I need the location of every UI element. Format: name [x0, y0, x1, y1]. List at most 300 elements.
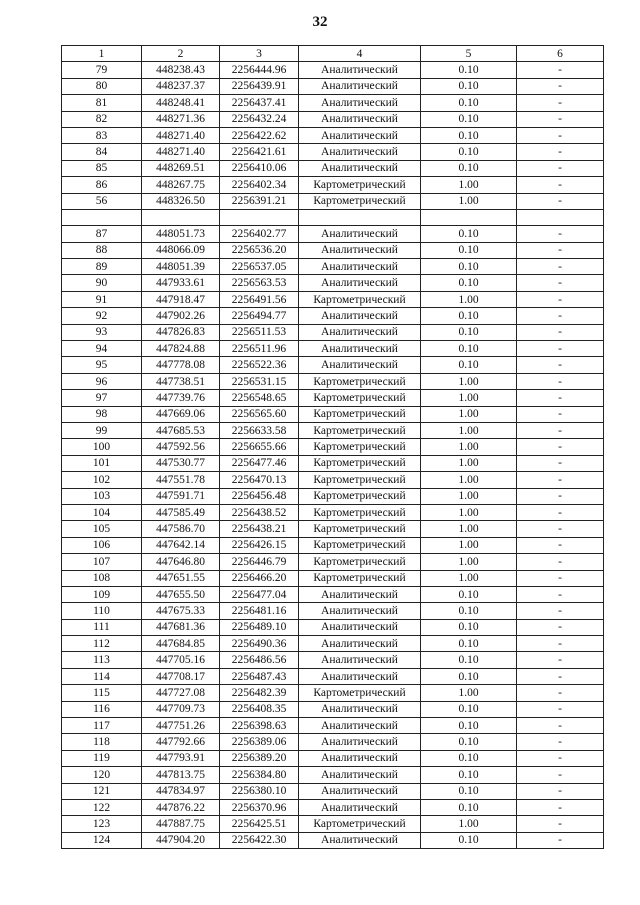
table-cell: -: [517, 62, 604, 78]
table-cell: 2256511.53: [220, 324, 299, 340]
table-cell: Аналитический: [299, 767, 421, 783]
table-row: [62, 324, 604, 340]
table-cell: Аналитический: [299, 160, 421, 176]
table-cell: -: [517, 504, 604, 520]
table-cell: 447739.76: [142, 390, 220, 406]
table-cell: 107: [62, 554, 142, 570]
table-cell: Картометрический: [299, 554, 421, 570]
table-row: [62, 537, 604, 553]
table-cell: Аналитический: [299, 718, 421, 734]
table-cell: 2256438.52: [220, 504, 299, 520]
table-row: [62, 357, 604, 373]
table-cell: 2256537.05: [220, 259, 299, 275]
table-cell: -: [517, 193, 604, 209]
table-row: [62, 734, 604, 750]
table-cell: 448051.73: [142, 226, 220, 242]
table-cell: 447709.73: [142, 701, 220, 717]
table-row: [62, 439, 604, 455]
table-cell: 447585.49: [142, 504, 220, 520]
page-number: 32: [312, 14, 328, 30]
table-cell: Картометрический: [299, 373, 421, 389]
table-cell: 0.10: [421, 783, 517, 799]
table-cell: 447705.16: [142, 652, 220, 668]
table-cell: 447933.61: [142, 275, 220, 291]
table-cell: 88: [62, 242, 142, 258]
table-cell: 1.00: [421, 554, 517, 570]
table-cell: 0.10: [421, 78, 517, 94]
table-cell: -: [517, 521, 604, 537]
table-cell: 0.10: [421, 767, 517, 783]
table-cell: 0.10: [421, 226, 517, 242]
table-row: [62, 636, 604, 652]
table-cell: 447591.71: [142, 488, 220, 504]
table-cell: [517, 209, 604, 225]
table-cell: -: [517, 570, 604, 586]
table-cell: 1.00: [421, 406, 517, 422]
table-cell: Картометрический: [299, 291, 421, 307]
table-cell: Аналитический: [299, 652, 421, 668]
table-cell: 448271.40: [142, 127, 220, 143]
table-cell: 84: [62, 144, 142, 160]
table-cell: 0.10: [421, 652, 517, 668]
table-cell: -: [517, 718, 604, 734]
table-cell: Аналитический: [299, 62, 421, 78]
table-cell: -: [517, 636, 604, 652]
table-cell: -: [517, 308, 604, 324]
table-cell: Аналитический: [299, 275, 421, 291]
table-cell: Аналитический: [299, 127, 421, 143]
table-cell: 115: [62, 685, 142, 701]
table-cell: 447738.51: [142, 373, 220, 389]
table-cell: 1.00: [421, 685, 517, 701]
table-cell: Картометрический: [299, 504, 421, 520]
table-cell: 0.10: [421, 242, 517, 258]
table-row: [62, 226, 604, 242]
table-cell: 105: [62, 521, 142, 537]
table-cell: Картометрический: [299, 406, 421, 422]
table-cell: -: [517, 799, 604, 815]
table-cell: -: [517, 603, 604, 619]
table-cell: Аналитический: [299, 324, 421, 340]
table-cell: 447902.26: [142, 308, 220, 324]
table-cell: Аналитический: [299, 226, 421, 242]
table-row: [62, 95, 604, 111]
table-cell: 447887.75: [142, 816, 220, 832]
table-row: [62, 127, 604, 143]
table-cell: -: [517, 226, 604, 242]
table-cell: Аналитический: [299, 750, 421, 766]
table-cell: 117: [62, 718, 142, 734]
table-cell: 79: [62, 62, 142, 78]
table-cell: [421, 209, 517, 225]
table-row: [62, 242, 604, 258]
table-cell: 92: [62, 308, 142, 324]
table-cell: 2256425.51: [220, 816, 299, 832]
table-cell: 2256531.15: [220, 373, 299, 389]
table-row: [62, 718, 604, 734]
table-cell: 448267.75: [142, 177, 220, 193]
table-cell: 104: [62, 504, 142, 520]
table-cell: -: [517, 95, 604, 111]
table-cell: 0.10: [421, 718, 517, 734]
table-row: [62, 144, 604, 160]
table-cell: 2256655.66: [220, 439, 299, 455]
table-cell: 448066.09: [142, 242, 220, 258]
table-cell: 2256477.04: [220, 586, 299, 602]
table-cell: 0.10: [421, 636, 517, 652]
table-row: [62, 652, 604, 668]
table-cell: Картометрический: [299, 685, 421, 701]
table-cell: Аналитический: [299, 242, 421, 258]
table-cell: 448271.36: [142, 111, 220, 127]
table-cell: 94: [62, 341, 142, 357]
table-cell: Аналитический: [299, 619, 421, 635]
column-header: 1: [62, 46, 142, 62]
table-cell: Картометрический: [299, 439, 421, 455]
table-cell: Картометрический: [299, 570, 421, 586]
table-cell: 2256438.21: [220, 521, 299, 537]
column-header: 4: [299, 46, 421, 62]
table-cell: 89: [62, 259, 142, 275]
table-cell: 2256456.48: [220, 488, 299, 504]
table-cell: 448269.51: [142, 160, 220, 176]
table-cell: 97: [62, 390, 142, 406]
table-cell: 2256391.21: [220, 193, 299, 209]
table-cell: 447685.53: [142, 422, 220, 438]
table-cell: 0.10: [421, 127, 517, 143]
table-cell: 122: [62, 799, 142, 815]
table-cell: 118: [62, 734, 142, 750]
table-cell: 2256536.20: [220, 242, 299, 258]
table-cell: 447904.20: [142, 832, 220, 848]
table-cell: 111: [62, 619, 142, 635]
table-cell: 447586.70: [142, 521, 220, 537]
table-cell: 2256489.10: [220, 619, 299, 635]
table-cell: 0.10: [421, 603, 517, 619]
table-row: [62, 521, 604, 537]
table-cell: 121: [62, 783, 142, 799]
table-row: [62, 62, 604, 78]
table-cell: -: [517, 78, 604, 94]
table-cell: 106: [62, 537, 142, 553]
table-row: [62, 341, 604, 357]
table-cell: 447684.85: [142, 636, 220, 652]
table-row: [62, 308, 604, 324]
table-cell: 0.10: [421, 734, 517, 750]
table-row: [62, 422, 604, 438]
table-cell: 2256432.24: [220, 111, 299, 127]
table-cell: 2256421.61: [220, 144, 299, 160]
table-row: [62, 832, 604, 848]
table-cell: 2256446.79: [220, 554, 299, 570]
table-cell: 2256494.77: [220, 308, 299, 324]
table-cell: Картометрический: [299, 472, 421, 488]
table-row: [62, 816, 604, 832]
table-cell: 108: [62, 570, 142, 586]
table-cell: 90: [62, 275, 142, 291]
table-cell: 99: [62, 422, 142, 438]
table-cell: 447675.33: [142, 603, 220, 619]
table-cell: 2256380.10: [220, 783, 299, 799]
table-cell: -: [517, 275, 604, 291]
table-cell: Картометрический: [299, 521, 421, 537]
table-cell: 2256491.56: [220, 291, 299, 307]
table-cell: 56: [62, 193, 142, 209]
table-cell: -: [517, 767, 604, 783]
table-cell: 86: [62, 177, 142, 193]
table-cell: -: [517, 832, 604, 848]
table-cell: 0.10: [421, 144, 517, 160]
table-cell: 2256444.96: [220, 62, 299, 78]
table-cell: Аналитический: [299, 734, 421, 750]
table-cell: 0.10: [421, 750, 517, 766]
table-cell: 2256466.20: [220, 570, 299, 586]
table-cell: -: [517, 111, 604, 127]
table-cell: 2256482.39: [220, 685, 299, 701]
table-cell: -: [517, 406, 604, 422]
table-row: [62, 750, 604, 766]
table-cell: 1.00: [421, 390, 517, 406]
table-cell: 0.10: [421, 308, 517, 324]
table-cell: 1.00: [421, 521, 517, 537]
table-cell: 2256402.34: [220, 177, 299, 193]
table-cell: 98: [62, 406, 142, 422]
table-cell: Картометрический: [299, 816, 421, 832]
table-cell: 447530.77: [142, 455, 220, 471]
table-cell: 2256426.15: [220, 537, 299, 553]
table-cell: -: [517, 177, 604, 193]
table-cell: 447551.78: [142, 472, 220, 488]
table-cell: Аналитический: [299, 357, 421, 373]
table-cell: 2256511.96: [220, 341, 299, 357]
table-cell: 2256370.96: [220, 799, 299, 815]
table-cell: Картометрический: [299, 488, 421, 504]
table-row: [62, 160, 604, 176]
table-cell: 123: [62, 816, 142, 832]
table-cell: [299, 209, 421, 225]
table-cell: 2256477.46: [220, 455, 299, 471]
table-row: [62, 259, 604, 275]
table-row: [62, 685, 604, 701]
table-row: [62, 668, 604, 684]
table-row: [62, 554, 604, 570]
table-cell: 85: [62, 160, 142, 176]
table-cell: -: [517, 357, 604, 373]
table-row: [62, 799, 604, 815]
table-cell: 1.00: [421, 177, 517, 193]
table-cell: 447876.22: [142, 799, 220, 815]
table-cell: 2256422.30: [220, 832, 299, 848]
table-cell: 447592.56: [142, 439, 220, 455]
table-row: [62, 586, 604, 602]
table-cell: 120: [62, 767, 142, 783]
table-cell: 2256563.53: [220, 275, 299, 291]
column-header: 6: [517, 46, 604, 62]
table-cell: Аналитический: [299, 603, 421, 619]
table-cell: 2256565.60: [220, 406, 299, 422]
table-cell: -: [517, 537, 604, 553]
table-cell: -: [517, 324, 604, 340]
table-row: [62, 603, 604, 619]
table-cell: 448326.50: [142, 193, 220, 209]
table-cell: 1.00: [421, 570, 517, 586]
table-cell: 2256490.36: [220, 636, 299, 652]
column-header: 5: [421, 46, 517, 62]
table-cell: 0.10: [421, 259, 517, 275]
table-cell: 2256422.62: [220, 127, 299, 143]
table-cell: -: [517, 259, 604, 275]
table-cell: -: [517, 439, 604, 455]
table-cell: 2256398.63: [220, 718, 299, 734]
table-cell: 448248.41: [142, 95, 220, 111]
table-cell: -: [517, 619, 604, 635]
table-row: [62, 619, 604, 635]
table-cell: 447681.36: [142, 619, 220, 635]
table-cell: 447813.75: [142, 767, 220, 783]
table-cell: 2256389.06: [220, 734, 299, 750]
table-cell: -: [517, 750, 604, 766]
table-cell: [142, 209, 220, 225]
column-header: 2: [142, 46, 220, 62]
table-cell: 2256389.20: [220, 750, 299, 766]
table-cell: -: [517, 242, 604, 258]
table-cell: -: [517, 783, 604, 799]
table-cell: 100: [62, 439, 142, 455]
table-cell: -: [517, 816, 604, 832]
table-cell: 447824.88: [142, 341, 220, 357]
table-cell: 102: [62, 472, 142, 488]
table-cell: 2256486.56: [220, 652, 299, 668]
table-cell: Картометрический: [299, 390, 421, 406]
table-cell: 447669.06: [142, 406, 220, 422]
table-cell: 80: [62, 78, 142, 94]
table-cell: Картометрический: [299, 455, 421, 471]
table-row: [62, 193, 604, 209]
table-header-row: [62, 46, 604, 62]
table-cell: -: [517, 341, 604, 357]
table-cell: 116: [62, 701, 142, 717]
coordinates-table: [61, 45, 604, 849]
table-row: [62, 78, 604, 94]
table-cell: 447727.08: [142, 685, 220, 701]
table-cell: 119: [62, 750, 142, 766]
table-cell: 447642.14: [142, 537, 220, 553]
table-cell: Аналитический: [299, 636, 421, 652]
table-row: [62, 111, 604, 127]
table-cell: 95: [62, 357, 142, 373]
table-cell: 1.00: [421, 291, 517, 307]
table-cell: 2256522.36: [220, 357, 299, 373]
table-row: [62, 767, 604, 783]
table-cell: 0.10: [421, 586, 517, 602]
table-cell: 447792.66: [142, 734, 220, 750]
table-cell: Аналитический: [299, 799, 421, 815]
table-cell: 103: [62, 488, 142, 504]
table-row: [62, 373, 604, 389]
table-cell: 0.10: [421, 619, 517, 635]
table-cell: 81: [62, 95, 142, 111]
table-body: [62, 62, 604, 849]
table-cell: 2256402.77: [220, 226, 299, 242]
table-cell: 447655.50: [142, 586, 220, 602]
table-cell: -: [517, 685, 604, 701]
table-cell: 87: [62, 226, 142, 242]
table-cell: Аналитический: [299, 111, 421, 127]
table-cell: 447651.55: [142, 570, 220, 586]
table-cell: 96: [62, 373, 142, 389]
table-cell: 0.10: [421, 275, 517, 291]
table-cell: Картометрический: [299, 177, 421, 193]
table-cell: -: [517, 586, 604, 602]
table-cell: -: [517, 652, 604, 668]
table-cell: Аналитический: [299, 783, 421, 799]
table-row: [62, 390, 604, 406]
table-cell: 0.10: [421, 668, 517, 684]
table-cell: 0.10: [421, 701, 517, 717]
table-cell: [220, 209, 299, 225]
table-cell: 0.10: [421, 832, 517, 848]
table-cell: 1.00: [421, 816, 517, 832]
table-cell: 447834.97: [142, 783, 220, 799]
table-cell: -: [517, 488, 604, 504]
table-row: [62, 177, 604, 193]
table-cell: -: [517, 455, 604, 471]
table-cell: 83: [62, 127, 142, 143]
table-cell: Аналитический: [299, 341, 421, 357]
table-cell: 0.10: [421, 324, 517, 340]
column-header: 3: [220, 46, 299, 62]
table-cell: Аналитический: [299, 144, 421, 160]
table-cell: -: [517, 127, 604, 143]
table-cell: Картометрический: [299, 422, 421, 438]
table-cell: -: [517, 144, 604, 160]
table-row: [62, 455, 604, 471]
table-cell: 109: [62, 586, 142, 602]
table-cell: 2256408.35: [220, 701, 299, 717]
table-cell: 0.10: [421, 799, 517, 815]
table-cell: -: [517, 701, 604, 717]
table-cell: 0.10: [421, 160, 517, 176]
table-cell: 93: [62, 324, 142, 340]
table-cell: 114: [62, 668, 142, 684]
table-cell: -: [517, 422, 604, 438]
table-row: [62, 406, 604, 422]
table-cell: 1.00: [421, 537, 517, 553]
table-cell: 448051.39: [142, 259, 220, 275]
table-cell: 448271.40: [142, 144, 220, 160]
table-cell: 82: [62, 111, 142, 127]
table-cell: 2256481.16: [220, 603, 299, 619]
table-cell: 2256384.80: [220, 767, 299, 783]
table-cell: 0.10: [421, 95, 517, 111]
table-cell: 1.00: [421, 472, 517, 488]
table-cell: 112: [62, 636, 142, 652]
table-cell: Аналитический: [299, 259, 421, 275]
table-cell: Аналитический: [299, 586, 421, 602]
table-cell: -: [517, 373, 604, 389]
table-row: [62, 275, 604, 291]
table-cell: 1.00: [421, 373, 517, 389]
table-cell: -: [517, 472, 604, 488]
table-cell: Картометрический: [299, 193, 421, 209]
table-row: [62, 701, 604, 717]
table-cell: 2256470.13: [220, 472, 299, 488]
table-row: [62, 570, 604, 586]
table-cell: 1.00: [421, 455, 517, 471]
table-cell: Аналитический: [299, 701, 421, 717]
table-cell: 1.00: [421, 504, 517, 520]
table-row: [62, 488, 604, 504]
